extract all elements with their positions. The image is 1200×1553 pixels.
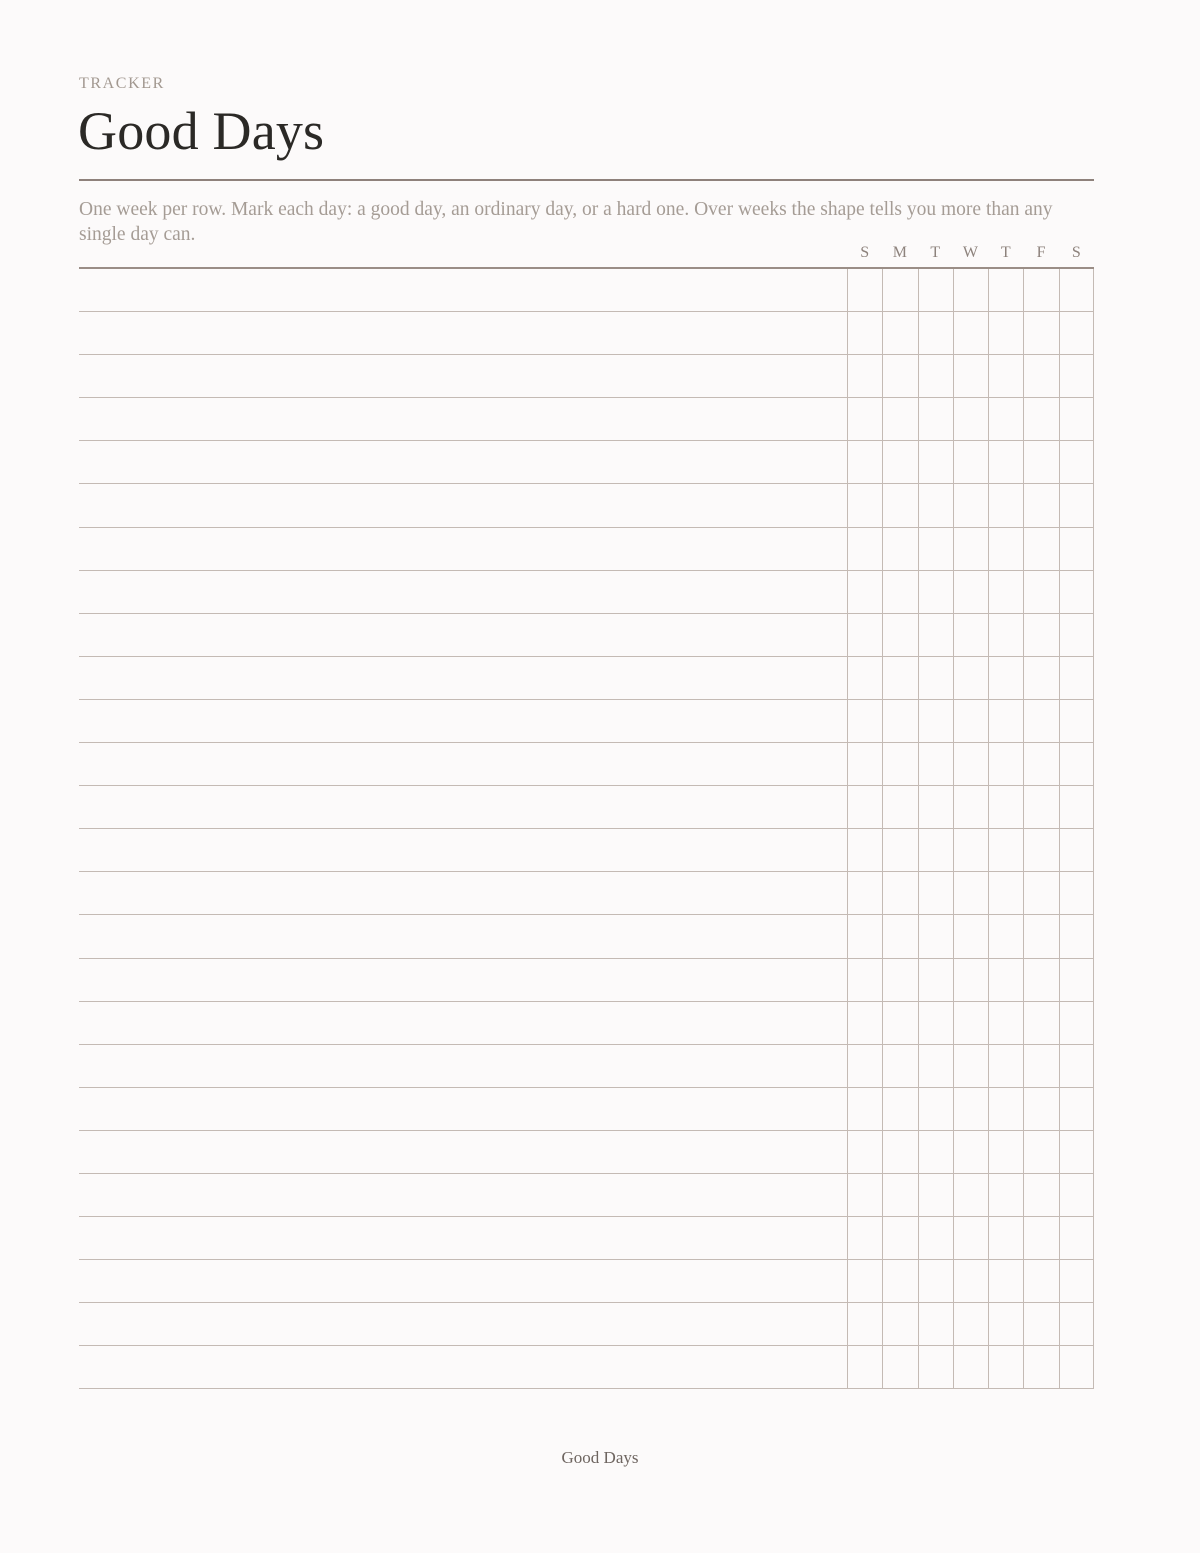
day-checkbox-cell[interactable] [1059,786,1094,828]
day-checkbox-cell[interactable] [953,1174,988,1216]
day-checkbox-cell[interactable] [953,1260,988,1302]
day-checkbox-cell[interactable] [1059,743,1094,785]
day-checkbox-cell[interactable] [953,441,988,483]
day-checkbox-cell[interactable] [988,1045,1023,1087]
day-checkbox-cell[interactable] [918,1174,953,1216]
day-checkbox-cell[interactable] [882,1045,917,1087]
day-header-row [847,243,1094,263]
day-checkbox-cell[interactable] [953,915,988,957]
day-checkbox-cell[interactable] [1059,484,1094,526]
day-checkbox-cell[interactable] [1059,1088,1094,1130]
day-checkbox-cell[interactable] [953,398,988,440]
day-checkbox-cell[interactable] [1059,528,1094,570]
day-checkbox-cell[interactable] [1023,1174,1058,1216]
day-checkbox-cell[interactable] [988,441,1023,483]
week-note-line[interactable] [79,528,847,570]
week-row [79,915,1094,958]
day-checkbox-cell[interactable] [847,915,882,957]
week-row [79,355,1094,398]
week-row [79,441,1094,484]
day-checkbox-cell[interactable] [882,614,917,656]
day-label: T [930,244,941,261]
day-checkbox-cell[interactable] [918,700,953,742]
day-checkbox-cell[interactable] [1023,355,1058,397]
day-checkbox-cell[interactable] [1059,915,1094,957]
day-checkbox-cell[interactable] [988,1346,1023,1388]
week-note-line[interactable] [79,829,847,871]
day-checkbox-cell[interactable] [988,484,1023,526]
day-checkbox-cell[interactable] [953,269,988,311]
day-checkbox-cell[interactable] [953,700,988,742]
day-checkbox-cell[interactable] [847,484,882,526]
week-note-line[interactable] [79,1217,847,1259]
day-checkbox-cell[interactable] [988,1088,1023,1130]
week-note-line[interactable] [79,786,847,828]
day-checkbox-cell[interactable] [953,1045,988,1087]
day-checkbox-cell[interactable] [1023,1346,1058,1388]
week-row [79,657,1094,700]
day-checkbox-cell[interactable] [918,829,953,871]
week-row [79,571,1094,614]
day-checkbox-cell[interactable] [1023,528,1058,570]
day-checkbox-cell[interactable] [882,700,917,742]
week-row [79,959,1094,1002]
day-checkbox-cell[interactable] [1023,743,1058,785]
day-checkbox-cell[interactable] [882,872,917,914]
day-checkbox-cell[interactable] [953,959,988,1001]
day-checkbox-cell[interactable] [882,312,917,354]
day-checkbox-cell[interactable] [1023,571,1058,613]
day-checkbox-cell[interactable] [1059,1131,1094,1173]
day-checkbox-cell[interactable] [882,829,917,871]
day-label: M [892,244,908,261]
footer-title: Good Days [561,1448,639,1467]
day-checkbox-cell[interactable] [918,1217,953,1259]
day-checkbox-cell[interactable] [847,312,882,354]
day-checkbox-cell[interactable] [1023,1131,1058,1173]
day-checkbox-cell[interactable] [918,1002,953,1044]
day-label: S [1071,244,1081,261]
week-row [79,484,1094,527]
day-checkbox-cell[interactable] [1059,657,1094,699]
day-checkbox-cell[interactable] [988,571,1023,613]
day-checkbox-cell[interactable] [988,1217,1023,1259]
day-checkbox-cell[interactable] [988,355,1023,397]
day-checkbox-cell[interactable] [882,1217,917,1259]
day-checkbox-cell[interactable] [847,872,882,914]
day-checkbox-cell[interactable] [1023,1002,1058,1044]
day-checkbox-cell[interactable] [847,959,882,1001]
week-row [79,1045,1094,1088]
week-grid [79,269,1094,1389]
day-checkbox-cell[interactable] [988,1260,1023,1302]
day-checkbox-cell[interactable] [847,614,882,656]
day-checkbox-cell[interactable] [988,614,1023,656]
day-checkbox-cell[interactable] [882,1260,917,1302]
week-row [79,1346,1094,1389]
day-checkbox-cell[interactable] [1023,786,1058,828]
day-checkbox-cell[interactable] [882,1131,917,1173]
week-note-line[interactable] [79,657,847,699]
day-checkbox-cell[interactable] [882,484,917,526]
day-checkbox-cell[interactable] [882,355,917,397]
day-checkbox-cell[interactable] [953,743,988,785]
day-checkbox-cell[interactable] [1059,959,1094,1001]
week-note-line[interactable] [79,1174,847,1216]
day-checkbox-cell[interactable] [1059,398,1094,440]
day-checkbox-cell[interactable] [1023,269,1058,311]
day-checkbox-cell[interactable] [882,1346,917,1388]
day-checkbox-cell[interactable] [988,700,1023,742]
day-checkbox-cell[interactable] [1059,1045,1094,1087]
week-note-line[interactable] [79,1045,847,1087]
day-checkbox-cell[interactable] [918,269,953,311]
day-checkbox-cell[interactable] [953,657,988,699]
day-checkbox-cell[interactable] [918,398,953,440]
day-checkbox-cell[interactable] [1059,1303,1094,1345]
day-checkbox-cell[interactable] [988,269,1023,311]
day-checkbox-cell[interactable] [988,312,1023,354]
day-checkbox-cell[interactable] [1023,657,1058,699]
week-note-line[interactable] [79,355,847,397]
day-checkbox-cell[interactable] [847,1260,882,1302]
day-checkbox-cell[interactable] [953,1131,988,1173]
tracker-description: One week per row. Mark each day: a good day, an ordinary day, or a hard one. Over weeks the shape tells you more than any single day can. [79,199,1053,245]
day-checkbox-cell[interactable] [988,1131,1023,1173]
day-checkbox-cell[interactable] [953,786,988,828]
day-checkbox-cell[interactable] [882,959,917,1001]
day-checkbox-cell[interactable] [953,872,988,914]
day-checkbox-cell[interactable] [918,441,953,483]
day-checkbox-cell[interactable] [988,959,1023,1001]
day-checkbox-cell[interactable] [1023,614,1058,656]
day-checkbox-cell[interactable] [882,1088,917,1130]
day-checkbox-cell[interactable] [1023,484,1058,526]
day-checkbox-cell[interactable] [988,915,1023,957]
day-checkbox-cell[interactable] [988,1174,1023,1216]
day-checkbox-cell[interactable] [1023,312,1058,354]
week-note-line[interactable] [79,441,847,483]
week-note-line[interactable] [79,743,847,785]
week-row [79,1174,1094,1217]
day-checkbox-cell[interactable] [953,1303,988,1345]
day-checkbox-cell[interactable] [847,1088,882,1130]
day-checkbox-cell[interactable] [953,355,988,397]
day-checkbox-cell[interactable] [918,657,953,699]
day-checkbox-cell[interactable] [918,614,953,656]
day-checkbox-cell[interactable] [1023,915,1058,957]
day-checkbox-cell[interactable] [953,1217,988,1259]
day-checkbox-cell[interactable] [847,1346,882,1388]
day-checkbox-cell[interactable] [918,1088,953,1130]
week-note-line[interactable] [79,269,847,311]
day-checkbox-cell[interactable] [1059,1174,1094,1216]
week-note-line[interactable] [79,1088,847,1130]
day-checkbox-cell[interactable] [953,528,988,570]
day-checkbox-cell[interactable] [918,959,953,1001]
day-checkbox-cell[interactable] [918,1260,953,1302]
day-label: W [962,244,979,261]
day-checkbox-cell[interactable] [988,528,1023,570]
week-row [79,269,1094,312]
day-checkbox-cell[interactable] [918,743,953,785]
day-checkbox-cell[interactable] [918,1131,953,1173]
day-checkbox-cell[interactable] [918,355,953,397]
day-checkbox-cell[interactable] [882,786,917,828]
week-note-line[interactable] [79,484,847,526]
day-checkbox-cell[interactable] [1059,829,1094,871]
week-row [79,786,1094,829]
day-checkbox-cell[interactable] [988,872,1023,914]
day-checkbox-cell[interactable] [1059,700,1094,742]
day-checkbox-cell[interactable] [1023,1045,1058,1087]
day-checkbox-cell[interactable] [1023,1260,1058,1302]
day-checkbox-cell[interactable] [1023,959,1058,1001]
page-title: Good Days [78,101,325,161]
day-checkbox-cell[interactable] [953,614,988,656]
week-row [79,872,1094,915]
week-row [79,1002,1094,1045]
week-note-line[interactable] [79,614,847,656]
day-checkbox-cell[interactable] [1059,1346,1094,1388]
day-checkbox-cell[interactable] [882,441,917,483]
week-row [79,743,1094,786]
day-checkbox-cell[interactable] [1023,398,1058,440]
day-checkbox-cell[interactable] [882,743,917,785]
day-checkbox-cell[interactable] [847,1174,882,1216]
day-checkbox-cell[interactable] [918,786,953,828]
week-row [79,528,1094,571]
day-checkbox-cell[interactable] [847,441,882,483]
day-checkbox-cell[interactable] [882,528,917,570]
week-note-line[interactable] [79,1346,847,1388]
week-note-line[interactable] [79,571,847,613]
day-checkbox-cell[interactable] [1059,1002,1094,1044]
week-row [79,1260,1094,1303]
day-checkbox-cell[interactable] [847,700,882,742]
day-checkbox-cell[interactable] [918,484,953,526]
day-checkbox-cell[interactable] [1059,269,1094,311]
day-checkbox-cell[interactable] [882,915,917,957]
day-checkbox-cell[interactable] [847,743,882,785]
week-note-line[interactable] [79,1260,847,1302]
day-checkbox-cell[interactable] [918,528,953,570]
day-checkbox-cell[interactable] [1059,441,1094,483]
day-checkbox-cell[interactable] [918,1346,953,1388]
day-checkbox-cell[interactable] [953,829,988,871]
day-checkbox-cell[interactable] [1059,872,1094,914]
day-checkbox-cell[interactable] [882,398,917,440]
day-checkbox-cell[interactable] [847,1045,882,1087]
week-row [79,829,1094,872]
day-checkbox-cell[interactable] [1023,700,1058,742]
day-checkbox-cell[interactable] [1059,312,1094,354]
week-note-line[interactable] [79,312,847,354]
day-checkbox-cell[interactable] [918,1303,953,1345]
day-checkbox-cell[interactable] [918,1045,953,1087]
day-checkbox-cell[interactable] [847,829,882,871]
day-checkbox-cell[interactable] [847,571,882,613]
week-note-line[interactable] [79,700,847,742]
title-divider [79,179,1094,181]
day-checkbox-cell[interactable] [882,657,917,699]
day-checkbox-cell[interactable] [1059,571,1094,613]
week-note-line[interactable] [79,1131,847,1173]
day-checkbox-cell[interactable] [1023,1088,1058,1130]
day-label: S [860,244,870,261]
week-row [79,398,1094,441]
day-checkbox-cell[interactable] [988,743,1023,785]
week-row [79,312,1094,355]
week-row [79,1088,1094,1131]
day-checkbox-cell[interactable] [1059,614,1094,656]
day-checkbox-cell[interactable] [847,1002,882,1044]
day-checkbox-cell[interactable] [1059,355,1094,397]
day-checkbox-cell[interactable] [847,786,882,828]
day-checkbox-cell[interactable] [1023,872,1058,914]
day-checkbox-cell[interactable] [1023,1303,1058,1345]
day-checkbox-cell[interactable] [882,1303,917,1345]
week-note-line[interactable] [79,872,847,914]
day-checkbox-cell[interactable] [953,484,988,526]
day-checkbox-cell[interactable] [1059,1260,1094,1302]
day-checkbox-cell[interactable] [918,915,953,957]
week-note-line[interactable] [79,1303,847,1345]
day-checkbox-cell[interactable] [847,398,882,440]
week-row [79,1217,1094,1260]
day-checkbox-cell[interactable] [988,398,1023,440]
day-checkbox-cell[interactable] [847,355,882,397]
day-checkbox-cell[interactable] [953,571,988,613]
week-row [79,700,1094,743]
week-row [79,1303,1094,1346]
week-note-line[interactable] [79,1002,847,1044]
day-checkbox-cell[interactable] [847,1217,882,1259]
week-note-line[interactable] [79,959,847,1001]
day-checkbox-cell[interactable] [847,657,882,699]
day-checkbox-cell[interactable] [1023,441,1058,483]
day-checkbox-cell[interactable] [1023,1217,1058,1259]
day-checkbox-cell[interactable] [882,1002,917,1044]
day-checkbox-cell[interactable] [847,1131,882,1173]
day-checkbox-cell[interactable] [847,528,882,570]
day-checkbox-cell[interactable] [918,872,953,914]
week-row [79,1131,1094,1174]
day-label: F [1036,244,1046,261]
day-checkbox-cell[interactable] [882,269,917,311]
day-checkbox-cell[interactable] [918,312,953,354]
day-checkbox-cell[interactable] [988,829,1023,871]
week-note-line[interactable] [79,915,847,957]
day-checkbox-cell[interactable] [1023,829,1058,871]
day-checkbox-cell[interactable] [953,1002,988,1044]
day-checkbox-cell[interactable] [988,657,1023,699]
day-checkbox-cell[interactable] [953,1346,988,1388]
week-row [79,614,1094,657]
day-checkbox-cell[interactable] [988,1303,1023,1345]
day-checkbox-cell[interactable] [988,1002,1023,1044]
day-checkbox-cell[interactable] [918,571,953,613]
day-checkbox-cell[interactable] [882,1174,917,1216]
day-checkbox-cell[interactable] [953,312,988,354]
week-note-line[interactable] [79,398,847,440]
day-checkbox-cell[interactable] [882,571,917,613]
day-label: T [1000,244,1011,261]
day-checkbox-cell[interactable] [988,786,1023,828]
day-checkbox-cell[interactable] [953,1088,988,1130]
tracker-eyebrow: TRACKER [79,75,165,92]
day-checkbox-cell[interactable] [1059,1217,1094,1259]
day-checkbox-cell[interactable] [847,269,882,311]
day-checkbox-cell[interactable] [847,1303,882,1345]
